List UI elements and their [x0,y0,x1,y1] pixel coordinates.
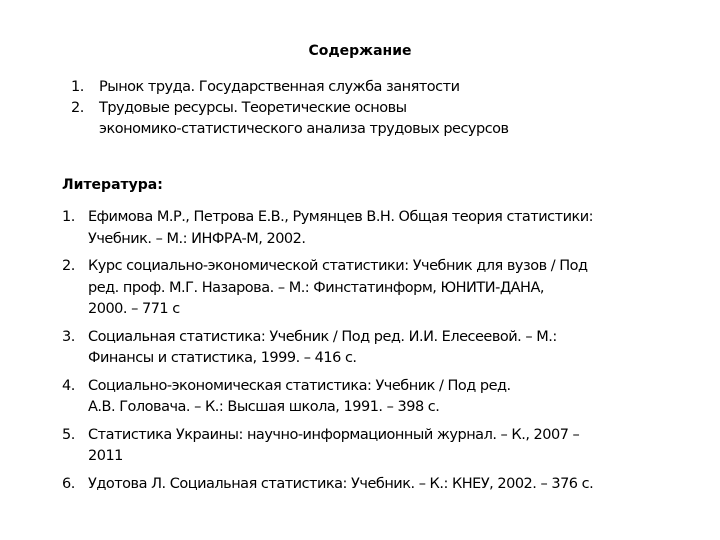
reference-text: Финансы и статистика, 1999. – 416 с. [88,350,357,366]
list-item-number: 3. [62,328,75,345]
page-title: Содержание [308,43,412,59]
reference-text: Социально-экономическая статистика: Учебник / Под ред. [88,377,511,394]
reference-item [62,474,662,496]
list-item-number: 2. [71,100,84,116]
reference-item [62,327,662,370]
list-item-number: 4. [62,377,75,394]
list-item-number: 2. [62,258,75,274]
reference-text: Удотова Л. Социальная статистика: Учебник. – К.: КНЕУ, 2002. – 376 с. [88,475,594,492]
list-item-text: Трудовые ресурсы. Теоретические основы [99,100,407,116]
literature-heading: Литература: [62,177,163,193]
reference-item [62,256,662,321]
contents-item [71,77,671,98]
reference-text: Курс социально-экономической статистики: Учебник для вузов / Под [88,258,588,274]
reference-item [62,425,662,468]
reference-text: 2000. – 771 с [88,301,180,317]
reference-text: Социальная статистика: Учебник / Под ред. И.И. Елесеевой. – М.: [88,328,557,345]
reference-text: 2011 [88,448,123,464]
list-item-number: 6. [62,475,75,492]
literature-list [62,207,662,501]
reference-text: А.В. Головача. – К.: Высшая школа, 1991. – 398 с. [88,399,440,415]
contents-item [71,98,671,140]
list-item-number: 1. [71,79,84,95]
reference-item [62,207,662,250]
reference-text: Учебник. – М.: ИНФРА-М, 2002. [88,230,306,247]
reference-text: Ефимова М.Р., Петрова Е.В., Румянцев В.Н. Общая теория статистики: [88,209,594,225]
contents-list [71,77,671,140]
list-item-text: Рынок труда. Государственная служба занятости [99,79,460,95]
list-item-number: 5. [62,426,75,443]
reference-item [62,376,662,419]
reference-text: ред. проф. М.Г. Назарова. – М.: Финстатинформ, ЮНИТИ-ДАНА, [88,279,544,296]
list-item-number: 1. [62,209,75,225]
list-item-text: экономико-статистического анализа трудовых ресурсов [99,121,509,137]
reference-text: Статистика Украины: научно-информационный журнал. – К., 2007 – [88,426,580,443]
